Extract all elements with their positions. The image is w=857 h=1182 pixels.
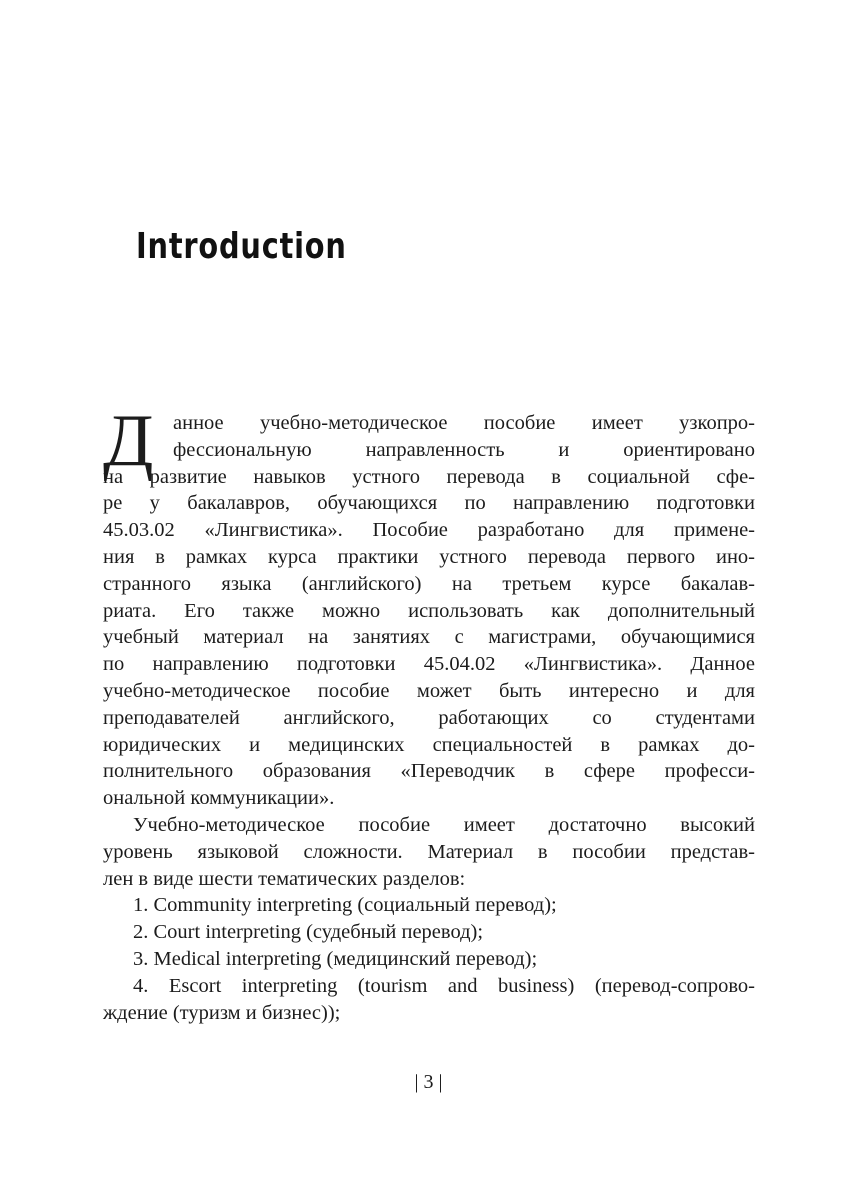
text-line: Учебно-методическое пособие имеет достаточно высокий	[133, 813, 755, 836]
text-line: учебный материал на занятиях с магистрами, обучающимися	[103, 626, 755, 649]
text-line: ре у бакалавров, обучающихся по направлению подготовки	[103, 492, 755, 515]
text-line: странного языка (английского) на третьем курсе бакалав-	[103, 572, 755, 595]
drop-cap: Д	[103, 400, 154, 482]
text-line: анное учебно-методическое пособие имеет узкопро-	[173, 412, 755, 434]
text-line: уровень языковой сложности. Материал в пособии представ-	[103, 840, 755, 863]
list-item: 1. Community interpreting (социальный перевод);	[133, 894, 557, 917]
list-item: 3. Medical interpreting (медицинский перевод);	[133, 947, 538, 970]
list-item: 2. Court interpreting (судебный перевод);	[133, 921, 484, 944]
text-line: ональной коммуникации».	[103, 787, 335, 810]
text-line: лен в виде шести тематических разделов:	[103, 867, 466, 890]
text-line: 45.03.02 «Лингвистика». Пособие разработано для примене-	[103, 519, 755, 542]
text-line: учебно-методическое пособие может быть интересно и для	[103, 679, 755, 702]
paragraph-1	[103, 410, 755, 1026]
text-line: фессиональную направленность и ориентировано	[173, 438, 755, 461]
text-line: по направлению подготовки 45.04.02 «Лингвистика». Данное	[103, 653, 755, 676]
text-line: ния в рамках курса практики устного перевода первого ино-	[103, 545, 755, 568]
page-number: | 3 |	[414, 1071, 443, 1093]
text-line: юридических и медицинских специальностей в рамках до-	[103, 733, 755, 756]
text-line: полнительного образования «Переводчик в сфере професси-	[103, 760, 755, 783]
text-line: на развитие навыков устного перевода в социальной сфе-	[103, 465, 755, 488]
text-line: преподавателей английского, работающих со студентами	[103, 706, 755, 729]
list-item: ждение (туризм и бизнес));	[103, 1001, 341, 1024]
list-item: 4. Escort interpreting (tourism and business) (перевод-сопрово-	[133, 974, 755, 997]
text-line: риата. Его также можно использовать как дополнительный	[103, 599, 755, 622]
page-title: Introduction	[136, 226, 347, 267]
